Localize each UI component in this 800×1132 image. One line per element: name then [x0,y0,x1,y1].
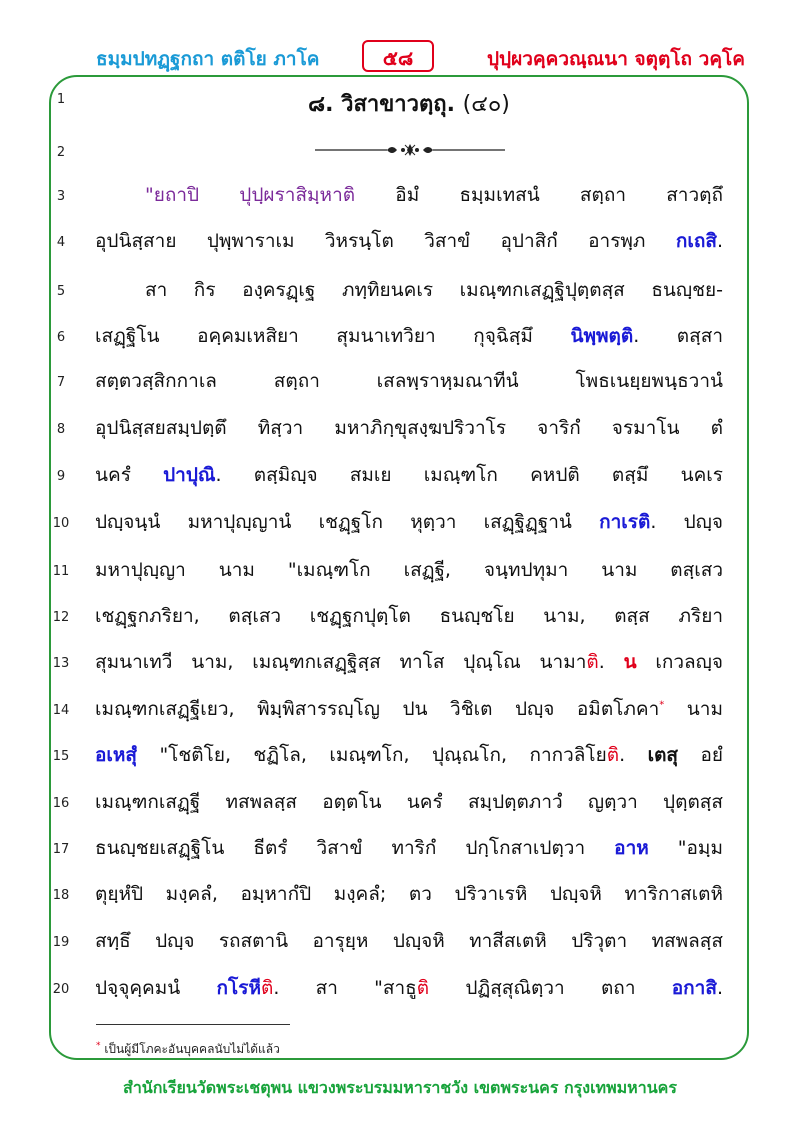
line-text: อยํ [678,744,723,766]
line-text: อิมํ ธมฺมเทสนํ สตฺถา สาวตฺถึ [355,184,723,206]
line-text: นาม [664,698,723,720]
section-title [95,86,723,121]
line-text: . ตสฺมิญฺจ สมเย เมณฺฑโก คหปติ ตสฺมึ นคเร [215,464,723,486]
text-line-13 [95,647,723,677]
verb-highlight: กเถสิ [675,230,717,252]
line-text: "อมฺม [648,837,723,859]
line-text: เมณฺฑกเสฏฺฐี ทสพลสฺส อตฺตโน นครํ สมฺปตฺตภาวํ ญตฺวา ปุตฺตสฺส [95,791,723,813]
line-number: 1 [56,92,66,107]
line-text: . ปญฺจ [650,511,724,533]
line-text: ปจฺจุคฺคมนํ [95,977,217,999]
verb-highlight: อาห [614,837,649,859]
footnote [96,1040,280,1059]
line-number: 3 [56,189,66,204]
line-text: สา กิร องฺครฏฺเฐ ภทฺทิยนคเร เมณฺฑกเสฏฺฐิปุตฺตสฺส ธนญฺชย- [145,279,723,301]
verb-highlight: อเหสุํ [95,744,138,766]
verb-highlight: ปาปุณิ [163,464,216,486]
line-text: . [716,230,723,252]
verb-highlight: นิพฺพตฺติ [570,325,634,347]
line-text: . [598,651,624,673]
line-number: 7 [56,375,66,390]
page-number-badge: ๕๘ [362,40,434,72]
line-text: ธนญฺชยเสฏฺฐิโน ธีตรํ วิสาขํ ทาริกํ ปกฺโกสาเปตฺวา [95,837,615,859]
line-number: 14 [52,703,70,718]
line-number: 8 [56,422,66,437]
line-text: . สา "สาธู [273,977,417,999]
line-number: 4 [56,235,66,250]
na-particle: น [623,651,637,673]
line-text: ปฏิสฺสุณิตฺวา ตถา [429,977,672,999]
text-line-3 [145,180,723,210]
line-text: สุมนาเทวี นาม, เมณฺฑกเสฏฺฐิสฺส ทาโส ปุณฺโณ นามา [95,651,587,673]
text-line-18 [95,879,723,909]
text-line-7 [95,366,723,396]
footnote-marker: * [659,699,665,711]
text-line-9 [95,460,723,490]
line-number: 15 [52,749,70,764]
footnote-mark: * [96,1041,101,1051]
line-number: 16 [52,796,70,811]
verb-highlight: กโรหี [216,977,261,999]
line-text: สตฺตวสฺสิกกาเล สตฺถา เสลพฺราหฺมณาทีนํ โพธเนยฺยพนฺธวานํ [95,370,723,392]
quote-pali-purple: "ยถาปิ ปุปฺผราสิมฺหาติ [145,184,356,206]
line-number: 9 [56,469,66,484]
header-chapter-title: ปุปฺผวคฺควณฺณนา จตุตฺโถ วคฺโค [487,48,745,70]
iti-particle: ติ [260,977,274,999]
text-line-10 [95,507,723,537]
text-line-11 [95,555,723,585]
ornament-divider-icon [315,140,505,160]
line-text: . [716,977,723,999]
line-text: "โชติโย, ชฏิโล, เมณฺฑโก, ปุณฺณโก, กากวลิโย [137,744,607,766]
line-number: 12 [52,610,70,625]
footnote-text: เป็นผู้มีโภคะอันบุคคลนับไม่ได้แล้ว [100,1042,280,1056]
text-line-6 [95,321,723,351]
iti-particle: ติ [606,744,620,766]
text-line-15 [95,740,723,770]
header-book-title: ธมฺมปทฏฺฐกถา ตติโย ภาโค [96,48,320,70]
line-text: ปญฺจนฺนํ มหาปุญฺญานํ เชฏฺฐโก หุตฺวา เสฏฺฐิฏฺฐานํ [95,511,600,533]
line-text: เชฏฺฐกภริยา, ตสฺเสว เชฏฺฐกปุตฺโต ธนญฺชโย นาม, ตสฺส ภริยา [95,605,723,627]
line-text: อุปนิสฺสยสมฺปตฺตึ ทิสฺวา มหาภิกฺขุสงฺฆปริวาโร จาริกํ จรมาโน ตํ [95,417,723,439]
text-line-4 [95,226,723,256]
verb-highlight: อกาสิ [671,977,717,999]
line-number: 2 [56,145,66,160]
title-number: (๔๐) [462,92,510,117]
text-line-5 [145,275,723,305]
text-line-17 [95,833,723,863]
line-number: 10 [52,516,70,531]
text-line-14 [95,694,723,724]
verb-highlight: กาเรติ [599,511,651,533]
line-text: ตุยฺหํปิ มงฺคลํ, อมฺหากํปิ มงฺคลํ; ตว ปริวาเรหิ ปญฺจหิ ทาริกาสเตหิ [95,883,723,905]
line-number: 19 [52,935,70,950]
line-text: . [619,744,648,766]
line-number: 11 [52,564,70,579]
text-line-16 [95,787,723,817]
line-text: มหาปุญฺญา นาม "เมณฺฑโก เสฏฺฐี, จนฺทปทุมา นาม ตสฺเสว [95,559,723,581]
text-line-20 [95,973,723,1003]
line-text: อุปนิสฺสาย ปุพฺพาราเม วิหรนฺโต วิสาขํ อุปาสิกํ อารพฺภ [95,230,676,252]
line-text: สทฺธึ ปญฺจ รถสตานิ อารุยฺห ปญฺจหิ ทาสีสเตหิ ปริวุตา ทสพลสฺส [95,930,723,952]
iti-particle: ติ [416,977,430,999]
line-text: นครํ [95,464,164,486]
line-number: 20 [52,982,70,997]
title-text: ๘. วิสาขาวตฺถุ. [308,92,455,117]
line-number: 13 [52,656,70,671]
line-text: . ตสฺสา [633,325,723,347]
iti-particle: ติ [586,651,599,673]
line-text: เกวลญฺจ [636,651,723,673]
text-line-19 [95,926,723,956]
line-text: เสฏฺฐิโน อคฺคมเหสิยา สุมนาเทวิยา กุจฺฉิสฺมึ [95,325,571,347]
text-line-8 [95,413,723,443]
page-footer: สำนักเรียนวัดพระเชตุพน แขวงพระบรมมหาราชวัง เขตพระนคร กรุงเทพมหานคร [123,1078,677,1097]
bold-word: เตสุ [647,744,679,766]
line-number: 6 [56,330,66,345]
line-number: 5 [56,284,66,299]
line-number: 18 [52,888,70,903]
text-line-12 [95,601,723,631]
line-text: เมณฺฑกเสฏฺฐีเยว, พิมฺพิสารรญฺโญ ปน วิชิเต ปญฺจ อมิตโภคา [95,698,660,720]
line-number: 17 [52,842,70,857]
footnote-divider [96,1024,290,1025]
